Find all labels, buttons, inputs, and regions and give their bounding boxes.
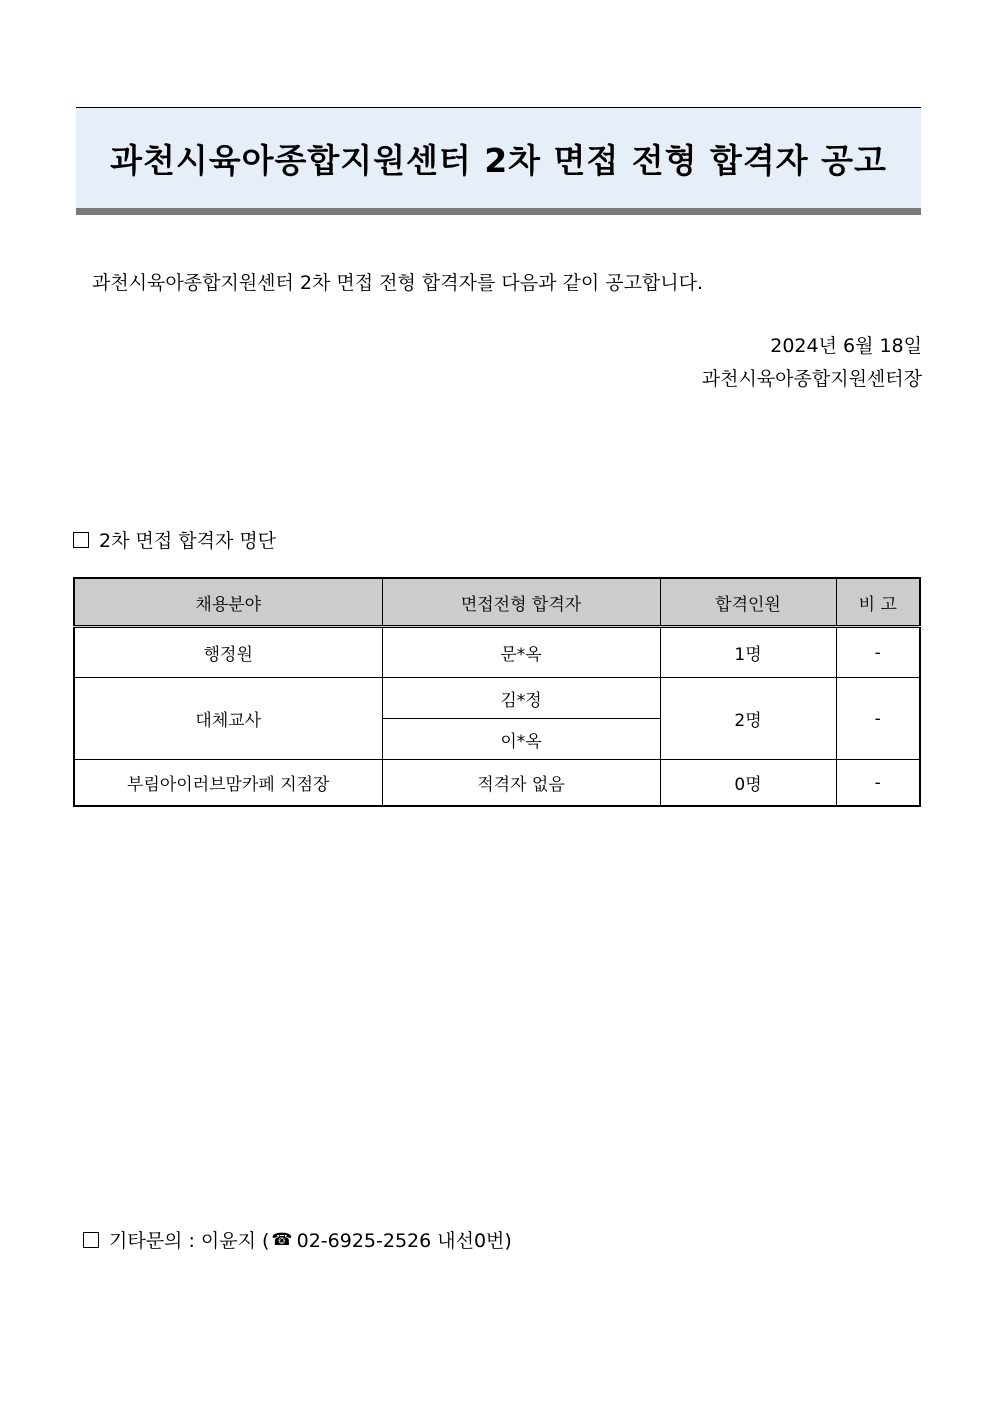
date-block [702,330,922,396]
header-note: 비 고 [836,578,920,627]
announcement-date: 2024년 6월 18일 [770,335,922,357]
table-row [74,678,920,719]
title-box [76,107,921,208]
checkbox-square-icon [83,1232,99,1248]
issuer-name: 과천시육아종합지원센터장 [701,368,922,390]
checkbox-square-icon [73,532,89,548]
contact-footer [83,1226,512,1253]
contact-label: 기타문의 : 이윤지 ( [109,1230,270,1252]
cell-passer: 김*정 [382,678,660,719]
telephone-icon: ☎ [271,1229,293,1250]
cell-field: 부림아이러브맘카페 지점장 [74,760,382,807]
cell-field: 행정원 [74,627,382,678]
section-heading [73,526,276,553]
title-underline-bar [76,208,921,215]
table-row [74,627,920,678]
cell-passer: 적격자 없음 [382,760,660,807]
cell-passer: 문*옥 [382,627,660,678]
table-row [74,760,920,807]
table-header-row [74,578,920,627]
header-field: 채용분야 [74,578,382,627]
intro-text: 과천시육아종합지원센터 2차 면접 전형 합격자를 다음과 같이 공고합니다. [92,272,704,294]
header-passers: 면접전형 합격자 [382,578,660,627]
cell-note: - [836,678,920,760]
section-heading-label: 2차 면접 합격자 명단 [99,530,277,552]
contact-phone: 02-6925-2526 내선0번) [296,1230,512,1252]
cell-passer: 이*옥 [382,719,660,760]
cell-count: 2명 [660,678,836,760]
cell-note: - [836,760,920,807]
cell-count: 1명 [660,627,836,678]
cell-note: - [836,627,920,678]
cell-field: 대체교사 [74,678,382,760]
header-count: 합격인원 [660,578,836,627]
page-title: 과천시육아종합지원센터 2차 면접 전형 합격자 공고 [110,140,887,180]
cell-count: 0명 [660,760,836,807]
results-table [73,577,921,807]
